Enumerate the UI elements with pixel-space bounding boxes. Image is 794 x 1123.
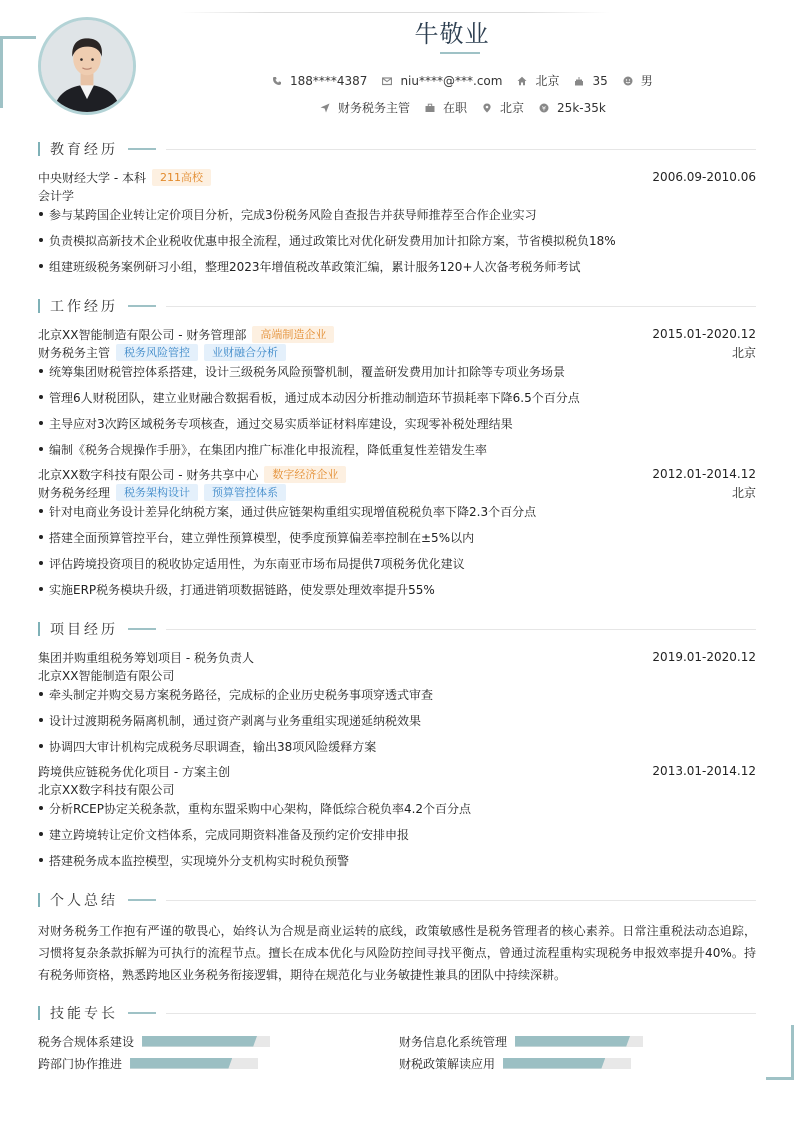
city-item — [517, 72, 559, 89]
project-company: 北京XX智能制造有限公司 — [38, 668, 175, 683]
section-summary-title — [38, 891, 756, 909]
education-major-row — [38, 186, 756, 204]
gender-text: 男 — [640, 74, 653, 88]
home-icon — [517, 76, 527, 86]
phone-text: 188****4387 — [290, 73, 368, 88]
expected-city-text: 北京 — [500, 101, 525, 115]
work-date: 2012.01-2014.12 — [652, 467, 756, 481]
school-tag: 211高校 — [152, 169, 211, 186]
project-name-role: 集团并购重组税务筹划项目 - 税务负责人 — [38, 650, 254, 665]
section-title-text: 项目经历 — [50, 622, 118, 638]
svg-text:¥: ¥ — [541, 103, 547, 112]
email-item — [382, 74, 502, 88]
cake-icon — [574, 76, 584, 86]
skill-item — [399, 1055, 631, 1071]
skill-level-fill — [142, 1036, 257, 1047]
skill-level-fill — [515, 1036, 630, 1047]
status-item — [425, 99, 467, 116]
list-item: 搭建全面预算管控平台，建立弹性预算模型，使季度预算偏差率控制在±5%以内 — [38, 529, 756, 545]
skill-name: 税务合规体系建设 — [38, 1034, 135, 1049]
project-entry-header — [38, 648, 756, 666]
section-project-title — [38, 620, 756, 638]
skill-level-bar — [515, 1036, 643, 1047]
list-item: 负责模拟高新技术企业税收优惠申报全流程，通过政策比对优化研发费用加计扣除方案，节省模拟税负18% — [38, 232, 756, 248]
list-item: 针对电商业务设计差异化纳税方案，通过供应链架构重组实现增值税税负率下降2.3个百分点 — [38, 503, 756, 519]
list-item: 搭建税务成本监控模型，实现境外分支机构实时税负预警 — [38, 852, 756, 868]
skill-tag: 税务风险管控 — [116, 344, 198, 361]
phone-icon — [272, 76, 282, 86]
work-entry-header — [38, 465, 756, 483]
position: 财务税务主管 — [38, 345, 111, 360]
work-location: 北京 — [731, 345, 756, 360]
section-title-text: 工作经历 — [50, 299, 118, 315]
skill-item — [399, 1033, 643, 1049]
list-item: 建立跨境转让定价文档体系，完成同期资料准备及预约定价安排申报 — [38, 826, 756, 842]
major: 会计学 — [38, 188, 75, 203]
work-position-row — [38, 343, 756, 361]
phone-item — [272, 74, 367, 88]
list-item: 编制《税务合规操作手册》，在集团内推广标准化申报流程，降低重复性差错发生率 — [38, 441, 756, 457]
skill-level-bar — [503, 1058, 631, 1069]
company-dept: 北京XX数字科技有限公司 - 财务共享中心 — [38, 467, 259, 482]
skill-level-fill — [130, 1058, 232, 1069]
gender-item — [623, 72, 653, 89]
email-text: niu****@***.com — [400, 73, 503, 88]
list-item: 实施ERP税务模块升级，打通进销项数据链路，使发票处理效率提升55% — [38, 581, 756, 597]
section-work-title — [38, 297, 756, 315]
work-location: 北京 — [731, 485, 756, 500]
project-name-role: 跨境供应链税务优化项目 - 方案主创 — [38, 764, 230, 779]
section-title-text: 教育经历 — [50, 142, 118, 158]
salary-text: 25k-35k — [557, 100, 606, 115]
school-degree: 中央财经大学 - 本科 — [38, 170, 146, 185]
education-entry-header — [38, 168, 756, 186]
work-position-row — [38, 483, 756, 501]
money-icon — [539, 103, 549, 113]
project-date: 2019.01-2020.12 — [652, 650, 756, 664]
list-item: 设计过渡期税务隔离机制，通过资产剥离与业务重组实现递延纳税效果 — [38, 712, 756, 728]
name-underline — [440, 52, 480, 54]
section-title-text: 技能专长 — [50, 1006, 118, 1022]
work-date: 2015.01-2020.12 — [652, 327, 756, 341]
top-divider — [180, 12, 610, 13]
skill-name: 跨部门协作推进 — [38, 1056, 123, 1071]
company-tag: 数字经济企业 — [264, 466, 346, 483]
skill-name: 财务信息化系统管理 — [399, 1034, 508, 1049]
contact-info-row — [272, 72, 653, 89]
skill-item — [38, 1033, 270, 1049]
age-item — [574, 74, 607, 88]
list-item: 管理6人财税团队，建立业财融合数据看板，通过成本动因分析推动制造环节损耗率下降6.5个百分点 — [38, 389, 756, 405]
section-skills-title — [38, 1004, 756, 1022]
education-date: 2006.09-2010.06 — [652, 170, 756, 184]
position: 财务税务经理 — [38, 485, 111, 500]
company-dept: 北京XX智能制造有限公司 - 财务管理部 — [38, 327, 247, 342]
project-entry-header — [38, 762, 756, 780]
age-text: 35 — [592, 73, 608, 88]
list-item: 分析RCEP协定关税条款，重构东盟采购中心架构，降低综合税负率4.2个百分点 — [38, 800, 756, 816]
expected-city-item — [482, 99, 524, 116]
job-intent-row — [320, 99, 606, 116]
candidate-name: 牛敬业 — [414, 20, 490, 48]
project-company-row — [38, 780, 756, 798]
skill-level-fill — [503, 1058, 605, 1069]
skill-item — [38, 1055, 258, 1071]
list-item: 牵头制定并购交易方案税务路径，完成标的企业历史税务事项穿透式审查 — [38, 686, 756, 702]
skill-tag: 业财融合分析 — [204, 344, 286, 361]
smile-icon — [623, 76, 633, 86]
location-pin-icon — [482, 103, 492, 113]
job-title-text: 财务税务主管 — [338, 101, 411, 115]
status-text: 在职 — [443, 101, 468, 115]
list-item: 协调四大审计机构完成税务尽职调查，输出38项风险缓释方案 — [38, 738, 756, 754]
skill-tag: 税务架构设计 — [116, 484, 198, 501]
mail-icon — [382, 76, 392, 86]
section-education-title — [38, 140, 756, 158]
list-item: 主导应对3次跨区域税务专项核查，通过交易实质举证材料库建设，实现零补税处理结果 — [38, 415, 756, 431]
salary-item — [539, 101, 606, 115]
job-title-item — [320, 99, 410, 116]
company-tag: 高端制造企业 — [252, 326, 334, 343]
list-item: 评估跨境投资项目的税收协定适用性，为东南亚市场布局提供7项税务优化建议 — [38, 555, 756, 571]
send-icon — [320, 103, 330, 113]
skill-tag: 预算管控体系 — [204, 484, 286, 501]
list-item: 参与某跨国企业转让定价项目分析，完成3份税务风险自查报告并获导师推荐至合作企业实习 — [38, 206, 756, 222]
project-date: 2013.01-2014.12 — [652, 764, 756, 778]
city-text: 北京 — [535, 74, 560, 88]
skill-name: 财税政策解读应用 — [399, 1056, 496, 1071]
skill-level-bar — [142, 1036, 270, 1047]
work-entry-header — [38, 325, 756, 343]
corner-decoration-bottom-right — [766, 1025, 794, 1080]
briefcase-icon — [425, 103, 435, 113]
section-title-text: 个人总结 — [50, 893, 118, 909]
project-company-row — [38, 666, 756, 684]
list-item: 统筹集团财税管控体系搭建，设计三级税务风险预警机制，覆盖研发费用加计扣除等专项业务场景 — [38, 363, 756, 379]
list-item: 组建班级税务案例研习小组，整理2023年增值税改革政策汇编，累计服务120+人次备考税务师考试 — [38, 258, 756, 274]
summary-text: 对财务税务工作抱有严谨的敬畏心，始终认为合规是商业运转的底线，政策敏感性是税务管理者的核心素养。日常注重税法动态追踪，习惯将复杂条款拆解为可执行的流程节点。擅长在成本优化与风险防控间寻找平衡点，曾通过流程重构实现税务申报效率提升40%。持有税务师资格，熟悉跨地区业务税务衔接逻辑，期待在规范化与业务敏捷性兼具的团队中持续深耕。 — [38, 924, 756, 982]
project-company: 北京XX数字科技有限公司 — [38, 782, 175, 797]
skill-level-bar — [130, 1058, 258, 1069]
